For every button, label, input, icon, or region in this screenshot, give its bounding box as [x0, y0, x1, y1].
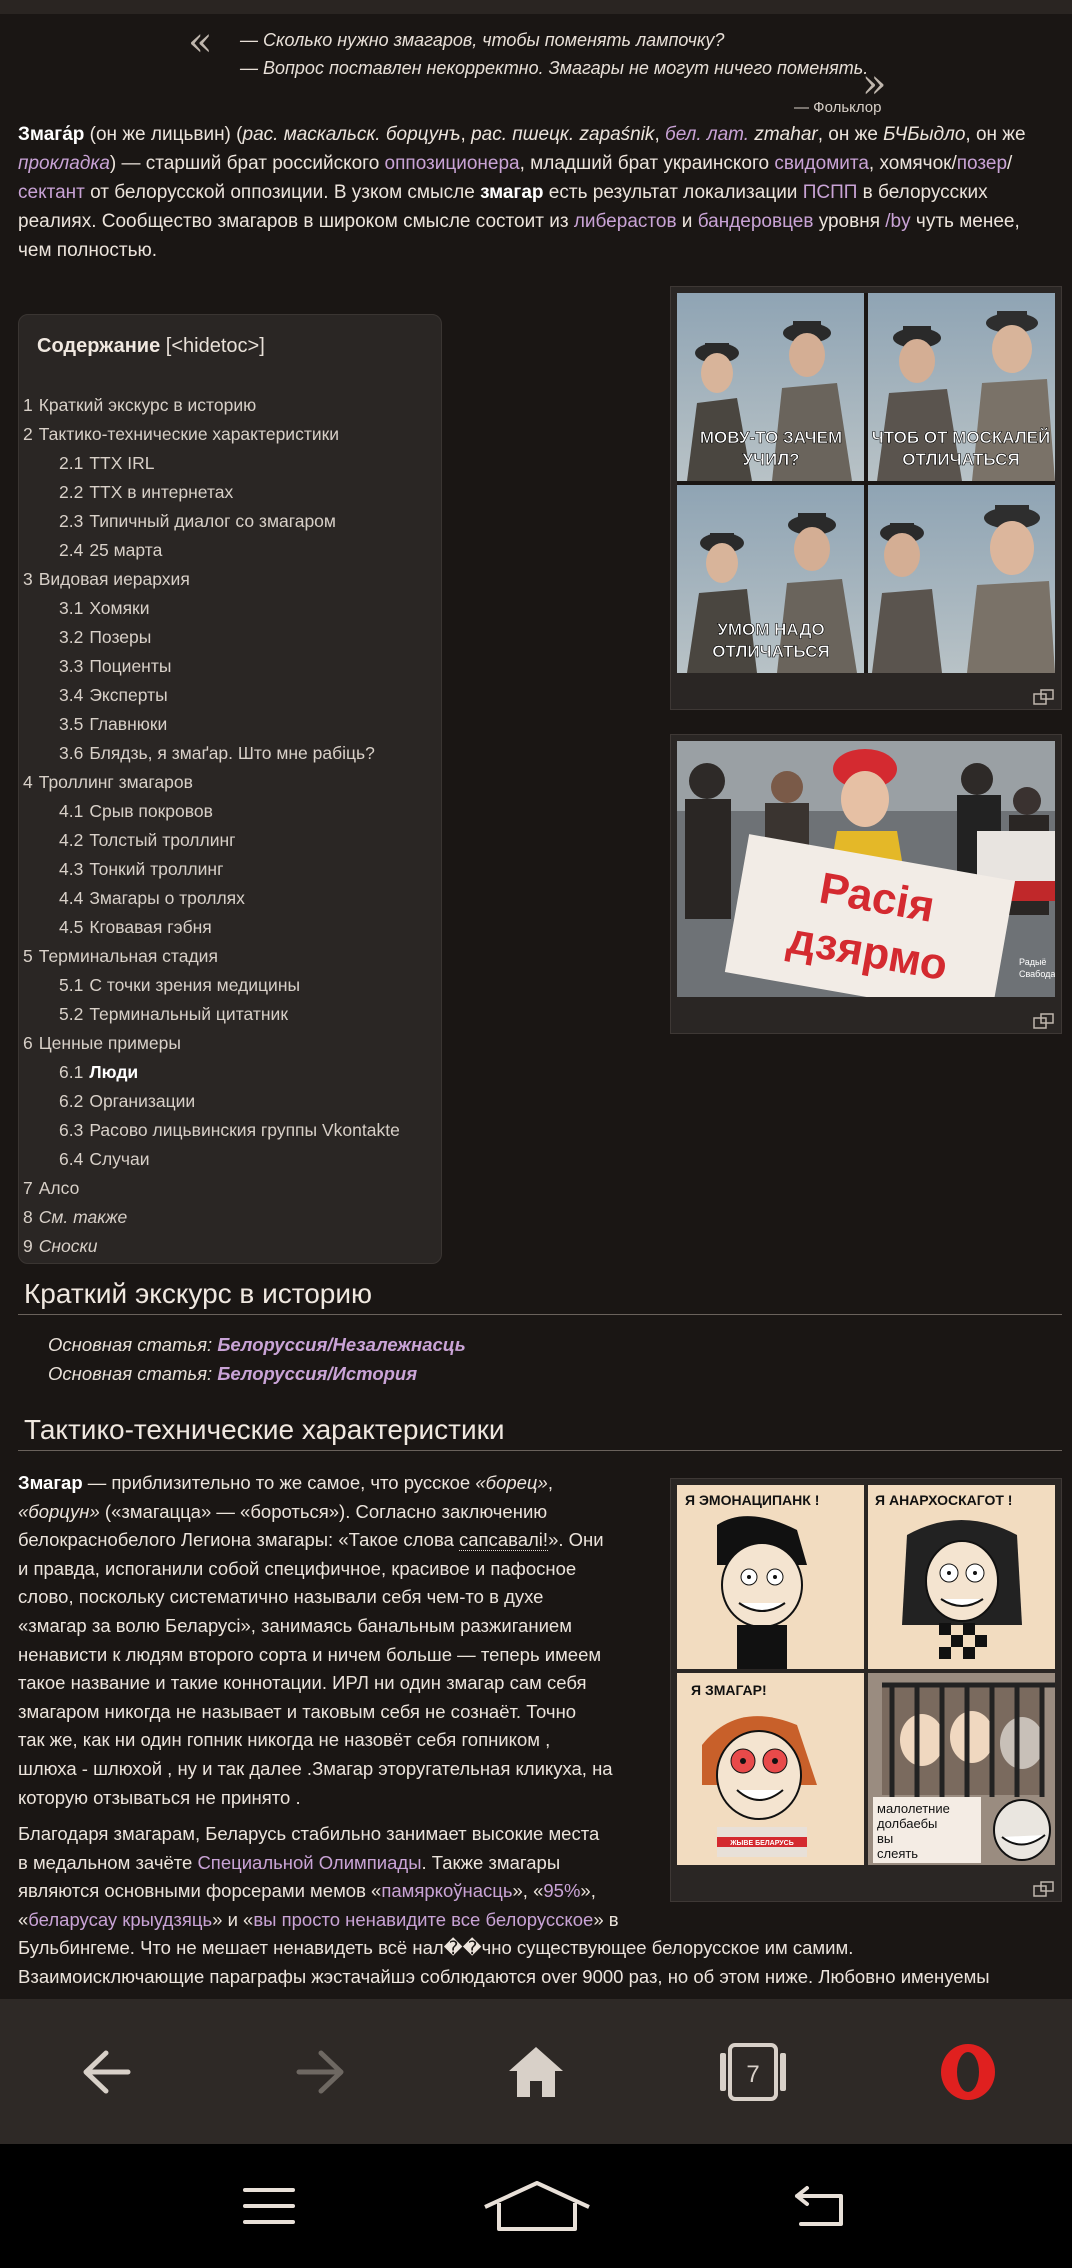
- toc-hide-toggle[interactable]: [<hidetoc>]: [165, 335, 265, 357]
- text-line: [18, 1612, 613, 1641]
- meme-3-text-4c: вы: [877, 1831, 894, 1846]
- toc-item-number: 6.3: [59, 1120, 84, 1140]
- meme-3-text-2: Я АНАРХОСКАГОТ !: [875, 1492, 1013, 1508]
- toc-item-number: 6.1: [59, 1062, 84, 1082]
- specs-paragraph-1: [18, 1469, 613, 1812]
- text-line: [18, 1641, 613, 1670]
- text-segment: шлюха - шлюхой , ну и так далее .Змагар эторугательная кликуха, на: [18, 1757, 613, 1779]
- text-line: [18, 1755, 613, 1784]
- toc-item-number: 5.1: [59, 975, 84, 995]
- intro-text: (он же лицьвин) (: [84, 124, 243, 145]
- toc-item-number: 1: [23, 395, 33, 415]
- toc-item-label: Терминальный цитатник: [89, 1004, 288, 1024]
- text-line: [18, 1877, 990, 1906]
- meme-1-caption-3a: УМОМ НАДО: [717, 620, 825, 639]
- toc-item[interactable]: [23, 1178, 79, 1199]
- toc-item-number: 3: [23, 569, 33, 589]
- text-line: [18, 1726, 613, 1755]
- intro-text: уровня: [813, 211, 886, 232]
- epigraph-source: — Фольклор: [794, 99, 882, 116]
- text-segment: . Также змагары: [421, 1851, 561, 1873]
- toc-item[interactable]: [23, 395, 256, 416]
- toc-item-number: 2.2: [59, 482, 84, 502]
- return-icon: [793, 2184, 849, 2228]
- text-line: [18, 1469, 613, 1498]
- article-page: [0, 14, 1072, 1999]
- text-segment: ненависти к людям второго сорта и ничем больше — теперь имеем: [18, 1643, 602, 1665]
- link-main-article-1[interactable]: Белоруссия/Незалежнасць: [217, 1334, 466, 1355]
- toc-item-label: Блядзь, я змаґар. Што мне рабіць?: [89, 743, 375, 763]
- text-line: [18, 1555, 613, 1584]
- open-quote-mark: «: [188, 19, 213, 65]
- etymology-zmahar: zmahar: [749, 124, 818, 145]
- intro-paragraph: [18, 120, 1038, 265]
- toc-item-number: 4.2: [59, 830, 84, 850]
- inline-link[interactable]: 95%: [543, 1880, 581, 1902]
- text-segment: «: [18, 1908, 29, 1930]
- toc-item-label: Видовая иерархия: [38, 569, 190, 589]
- toc-item-label: Ценные примеры: [38, 1033, 181, 1053]
- intro-text: и: [676, 211, 698, 232]
- toc-item-label: Расово лицьвинския группы Vkontakte: [89, 1120, 400, 1140]
- meme-3-text-3: Я ЗМАГАР!: [691, 1682, 767, 1698]
- inline-link[interactable]: памяркоўнасць: [381, 1880, 513, 1902]
- toc-item-label: Случаи: [89, 1149, 150, 1169]
- toc-item[interactable]: [59, 859, 223, 880]
- main-article-prefix: Основная статья:: [48, 1363, 218, 1384]
- link-liberast[interactable]: либерастов: [573, 211, 677, 232]
- meme-1-caption-2b: ОТЛИЧАТЬСЯ: [902, 450, 1020, 469]
- link-pspp[interactable]: ПСПП: [802, 182, 858, 203]
- toc-item-label: Алсо: [38, 1178, 80, 1198]
- toc-header: [37, 335, 265, 358]
- toc-item-label: Тонкий троллинг: [89, 859, 224, 879]
- system-back-button[interactable]: [746, 2144, 896, 2268]
- back-arrow-icon: [80, 2049, 132, 2095]
- toc-item[interactable]: [59, 1120, 400, 1141]
- toc-item-label: Типичный диалог со змагаром: [89, 511, 336, 531]
- text-segment: — приблизительно то же самое, что русское: [82, 1472, 476, 1493]
- toc-item-number: 3.3: [59, 656, 84, 676]
- text-line: [18, 1849, 990, 1878]
- text-segment: » и «: [212, 1908, 254, 1930]
- system-menu-button[interactable]: [194, 2144, 344, 2268]
- section-heading-history: Краткий экскурс в историю: [24, 1278, 373, 1309]
- toc-item[interactable]: [23, 1033, 181, 1054]
- section-heading-specs: Тактико-технические характеристики: [24, 1414, 505, 1445]
- link-oppozicioner[interactable]: оппозиционера: [384, 153, 520, 174]
- toc-item-label: Хомяки: [89, 598, 150, 618]
- etymology-rus-masc: рас. маскальск. борцунъ: [242, 124, 461, 145]
- back-button[interactable]: [31, 1999, 181, 2144]
- toc-item[interactable]: [23, 1207, 127, 1228]
- inline-link[interactable]: вы просто ненавидите все белорусское: [253, 1908, 594, 1930]
- toc-item-label: Кговавая гэбня: [89, 917, 212, 937]
- meme-3-text-1: Я ЭМОНАЦИПАНК !: [685, 1492, 820, 1508]
- text-segment: такое название и такие коннотации. ИРЛ ни один змагар сам себя: [18, 1672, 587, 1694]
- text-segment: Благодаря змагарам, Беларусь стабильно занимает высокие места: [18, 1823, 600, 1844]
- toc-item[interactable]: [59, 685, 168, 706]
- toc-item-number: 5.2: [59, 1004, 84, 1024]
- text-segment: «змагар за волю Беларусі», занимаясь банальным разжиганием: [18, 1614, 572, 1636]
- toc-item[interactable]: [59, 598, 149, 619]
- term-title: Змага́р: [18, 124, 85, 145]
- home-button[interactable]: [461, 1999, 611, 2144]
- shirt-text: ЖЫВЕ БЕЛАРУСЬ: [730, 1840, 794, 1847]
- text-segment: » в: [593, 1908, 619, 1930]
- toc-item[interactable]: [59, 656, 171, 677]
- intro-text: , он же: [817, 124, 884, 145]
- main-article-note-2: [48, 1363, 417, 1385]
- toc-item-label: Тактико-технические характеристики: [38, 424, 340, 444]
- photo-2-svg: [677, 741, 1055, 997]
- enlarge-icon[interactable]: [1033, 1881, 1055, 1897]
- text-line: [18, 1583, 613, 1612]
- browser-toolbar: [0, 1999, 1072, 2144]
- meme-3-text-4d: слеять: [877, 1846, 919, 1861]
- intro-text: , он же: [965, 124, 1026, 145]
- epigraph: [0, 14, 1072, 124]
- meme-3-svg: [677, 1485, 1055, 1865]
- inline-link[interactable]: Специальной Олимпиады: [197, 1851, 422, 1873]
- opera-logo-icon: [938, 2042, 998, 2102]
- link-by[interactable]: /by: [885, 211, 911, 232]
- text-segment: являются основными форсерами мемов «: [18, 1880, 382, 1902]
- intro-text: , младший брат украинского: [519, 153, 775, 174]
- menu-icon: [243, 2186, 295, 2226]
- toc-item-number: 2.3: [59, 511, 84, 531]
- sign-text-1: Расія: [815, 863, 939, 932]
- main-article-note-1: [48, 1334, 466, 1356]
- toc-item-number: 4.4: [59, 888, 84, 908]
- intro-text: есть результат локализации: [543, 182, 803, 203]
- opera-menu-button[interactable]: [893, 1999, 1043, 2144]
- inline-link[interactable]: беларусау крыудзяць: [28, 1908, 213, 1930]
- toc-item[interactable]: [59, 511, 336, 532]
- meme-3-text-4b: долбаебы: [877, 1816, 938, 1831]
- toc-title: Содержание: [37, 335, 161, 357]
- toc-item-label: Организации: [89, 1091, 196, 1111]
- text-line: [18, 1820, 990, 1849]
- toc-item-number: 5: [23, 946, 33, 966]
- text-segment: в медальном зачёте: [18, 1851, 198, 1873]
- meme-image-1[interactable]: [677, 293, 1055, 673]
- toc-item[interactable]: [59, 453, 154, 474]
- thumbnail-meme-1[interactable]: [670, 286, 1062, 710]
- toc-item-label: Терминальная стадия: [38, 946, 218, 966]
- system-navigation-bar: [0, 2144, 1072, 2268]
- specs-paragraph-2: [18, 1820, 990, 1992]
- intro-text: от белорусской оппозиции. В узком смысле: [84, 182, 481, 203]
- toc-item-label: С точки зрения медицины: [89, 975, 301, 995]
- toc-item-label: Краткий экскурс в историю: [38, 395, 257, 415]
- toc-item[interactable]: [59, 714, 167, 735]
- toc-item[interactable]: [23, 946, 218, 967]
- home-icon: [507, 2045, 565, 2099]
- text-line: [18, 1963, 990, 1992]
- text-segment: и правда, испоганили собой специфичное, красивое и пафосное: [18, 1557, 577, 1579]
- bold-term: Змагар: [18, 1472, 83, 1493]
- enlarge-icon[interactable]: [1033, 689, 1055, 705]
- toc-item-label: См. также: [38, 1207, 128, 1227]
- text-segment: слово, поскольку систематично называли себя чем-то в духе: [18, 1586, 544, 1608]
- sign-text-2: дзярмо: [783, 913, 952, 991]
- system-home-button[interactable]: [462, 2144, 612, 2268]
- enlarge-icon[interactable]: [1033, 1013, 1055, 1029]
- toc-item-number: 3.5: [59, 714, 84, 734]
- text-line: [18, 1934, 990, 1963]
- toc-item-number: 8: [23, 1207, 33, 1227]
- etymology-rus-pshek: рас. пшецк. zapaśnik: [471, 124, 655, 145]
- toc-item-number: 9: [23, 1236, 33, 1256]
- toc-item[interactable]: [59, 540, 162, 561]
- toc-item-label: Змагары о троллях: [89, 888, 245, 908]
- toc-item[interactable]: [59, 888, 245, 909]
- meme-3-text-4a: малолетние: [877, 1801, 950, 1816]
- toc-item-label: Толстый троллинг: [89, 830, 236, 850]
- toc-item-number: 2.1: [59, 453, 84, 473]
- epigraph-line-1: — Сколько нужно змагаров, чтобы поменять лампочку?: [240, 30, 725, 50]
- text-segment: Бульбингеме. Что не мешает ненавидеть всё нал��чно существующее белорусское им самим.: [18, 1937, 854, 1959]
- toc-item-number: 2: [23, 424, 33, 444]
- toc-item[interactable]: [23, 1236, 97, 1257]
- meme-1-svg: [677, 293, 1055, 673]
- main-article-prefix: Основная статья:: [48, 1334, 218, 1355]
- text-segment: белокраснобелого Легиона змагары: «Такое слова: [18, 1529, 459, 1551]
- meme-1-caption-3b: ОТЛИЧАТЬСЯ: [712, 642, 830, 661]
- text-segment: ,: [547, 1472, 553, 1493]
- home-outline-icon: [481, 2179, 593, 2233]
- photo-image-2[interactable]: [677, 741, 1055, 997]
- toc-item-number: 7: [23, 1178, 33, 1198]
- toc-item-label: Позеры: [89, 627, 152, 647]
- intro-text: ,: [654, 124, 665, 145]
- toc-item[interactable]: [59, 1149, 150, 1170]
- intro-text: чуть менее, чем полностью.: [18, 211, 1020, 261]
- toc-item-number: 3.2: [59, 627, 84, 647]
- text-segment: змагаром никогда не называет и таковым себя не сознаёт. Точно: [18, 1700, 577, 1722]
- text-segment: Взаимоисключающие параграфы жэстачайшэ соблюдаются over 9000 раз, но об этом ниже. Любовно именуемы: [18, 1965, 990, 1987]
- text-segment: («змагацца» — «бороться»). Согласно заключению: [99, 1500, 548, 1522]
- meme-1-caption-1b: УЧИЛ?: [742, 450, 800, 469]
- term-bold: змагар: [480, 182, 544, 203]
- tabs-count: 7: [746, 2060, 760, 2088]
- watermark-line-2: Свабода: [1019, 969, 1055, 979]
- toc-item[interactable]: [59, 830, 236, 851]
- toc-item[interactable]: [59, 1062, 138, 1083]
- toc-item[interactable]: [59, 801, 213, 822]
- table-of-contents: [18, 314, 442, 1264]
- dotted-term[interactable]: сапсавалі!: [459, 1529, 549, 1551]
- toc-item-number: 4.5: [59, 917, 84, 937]
- italic-term: «борцун»: [18, 1500, 100, 1522]
- toc-item[interactable]: [59, 1091, 195, 1112]
- text-segment: так же, как ни один гопник никогда не назовёт себя гопником ,: [18, 1729, 551, 1751]
- forward-button[interactable]: [246, 1999, 396, 2144]
- text-segment: », «: [512, 1880, 544, 1902]
- toc-item-label: Сноски: [38, 1236, 98, 1256]
- text-line: [18, 1526, 613, 1555]
- toc-item[interactable]: [59, 627, 151, 648]
- text-line: [18, 1669, 613, 1698]
- link-banderovcy[interactable]: бандеровцев: [697, 211, 814, 232]
- toc-item[interactable]: [59, 1004, 288, 1025]
- toc-item-number: 4: [23, 772, 33, 792]
- toc-item-label: ТТХ в интернетах: [89, 482, 234, 502]
- meme-image-3[interactable]: [677, 1485, 1055, 1865]
- toc-item-number: 2.4: [59, 540, 84, 560]
- status-bar: [0, 0, 1072, 14]
- link-pozer[interactable]: позер: [956, 153, 1008, 174]
- link-svidomit[interactable]: свидомита: [774, 153, 869, 174]
- toc-item-label: 25 марта: [89, 540, 163, 560]
- link-sektant[interactable]: сектант: [18, 182, 85, 203]
- section-divider: [18, 1314, 1062, 1315]
- epigraph-line-2: — Вопрос поставлен некорректно. Змагары не могут ничего поменять.: [240, 58, 869, 78]
- text-line: [18, 1498, 613, 1527]
- intro-text: ,: [460, 124, 472, 145]
- link-bel-lat[interactable]: бел. лат.: [665, 124, 750, 145]
- toc-item-label: Люди: [89, 1062, 139, 1082]
- toc-item-number: 6: [23, 1033, 33, 1053]
- intro-text: /: [1007, 153, 1013, 174]
- intro-text: в белорусских реалиях. Сообщество змагаров в широком смысле состоит из: [18, 182, 988, 232]
- forward-arrow-icon: [295, 2049, 347, 2095]
- toc-item-label: ТТХ IRL: [89, 453, 155, 473]
- toc-item-number: 6.4: [59, 1149, 84, 1169]
- toc-item-label: Троллинг змагаров: [38, 772, 193, 792]
- toc-item-label: Срыв покровов: [89, 801, 213, 821]
- text-line: [18, 1698, 613, 1727]
- close-quote-mark: »: [862, 61, 887, 107]
- meme-1-caption-1a: МОВУ-ТО ЗАЧЕМ: [699, 428, 843, 447]
- alias-bchbydlo: БЧБыдло: [883, 124, 966, 145]
- link-prokladka[interactable]: прокладка: [18, 153, 110, 174]
- toc-item[interactable]: [59, 975, 300, 996]
- intro-text: , хомячок/: [868, 153, 957, 174]
- tabs-icon: [716, 2041, 790, 2103]
- toc-item[interactable]: [23, 424, 339, 445]
- toc-item-label: Поциенты: [89, 656, 172, 676]
- toc-item-label: Главнюки: [89, 714, 168, 734]
- toc-item-number: 3.4: [59, 685, 84, 705]
- toc-item[interactable]: [59, 743, 375, 764]
- tabs-button[interactable]: [678, 1999, 828, 2144]
- meme-1-caption-2a: ЧТОБ ОТ МОСКАЛЕЙ: [871, 428, 1051, 447]
- toc-item-number: 3.1: [59, 598, 84, 618]
- text-segment: »,: [580, 1880, 596, 1902]
- toc-item[interactable]: [59, 917, 212, 938]
- toc-item-number: 4.3: [59, 859, 84, 879]
- thumbnail-photo-2[interactable]: [670, 734, 1062, 1034]
- toc-item[interactable]: [59, 482, 233, 503]
- text-segment: которую отзываться не принято .: [18, 1786, 301, 1808]
- toc-item-number: 4.1: [59, 801, 84, 821]
- toc-item-label: Эксперты: [89, 685, 168, 705]
- text-line: [18, 1784, 613, 1813]
- section-divider: [18, 1450, 1062, 1451]
- toc-item-number: 3.6: [59, 743, 84, 763]
- text-line: [18, 1906, 990, 1935]
- watermark-line-1: Радыё: [1019, 957, 1047, 967]
- italic-term: «борец»: [475, 1472, 548, 1493]
- toc-item-number: 6.2: [59, 1091, 84, 1111]
- toc-item[interactable]: [23, 772, 193, 793]
- text-segment: ». Они: [548, 1529, 604, 1551]
- link-main-article-2[interactable]: Белоруссия/История: [217, 1363, 418, 1384]
- toc-item[interactable]: [23, 569, 190, 590]
- intro-text: ) — старший брат российского: [109, 153, 385, 174]
